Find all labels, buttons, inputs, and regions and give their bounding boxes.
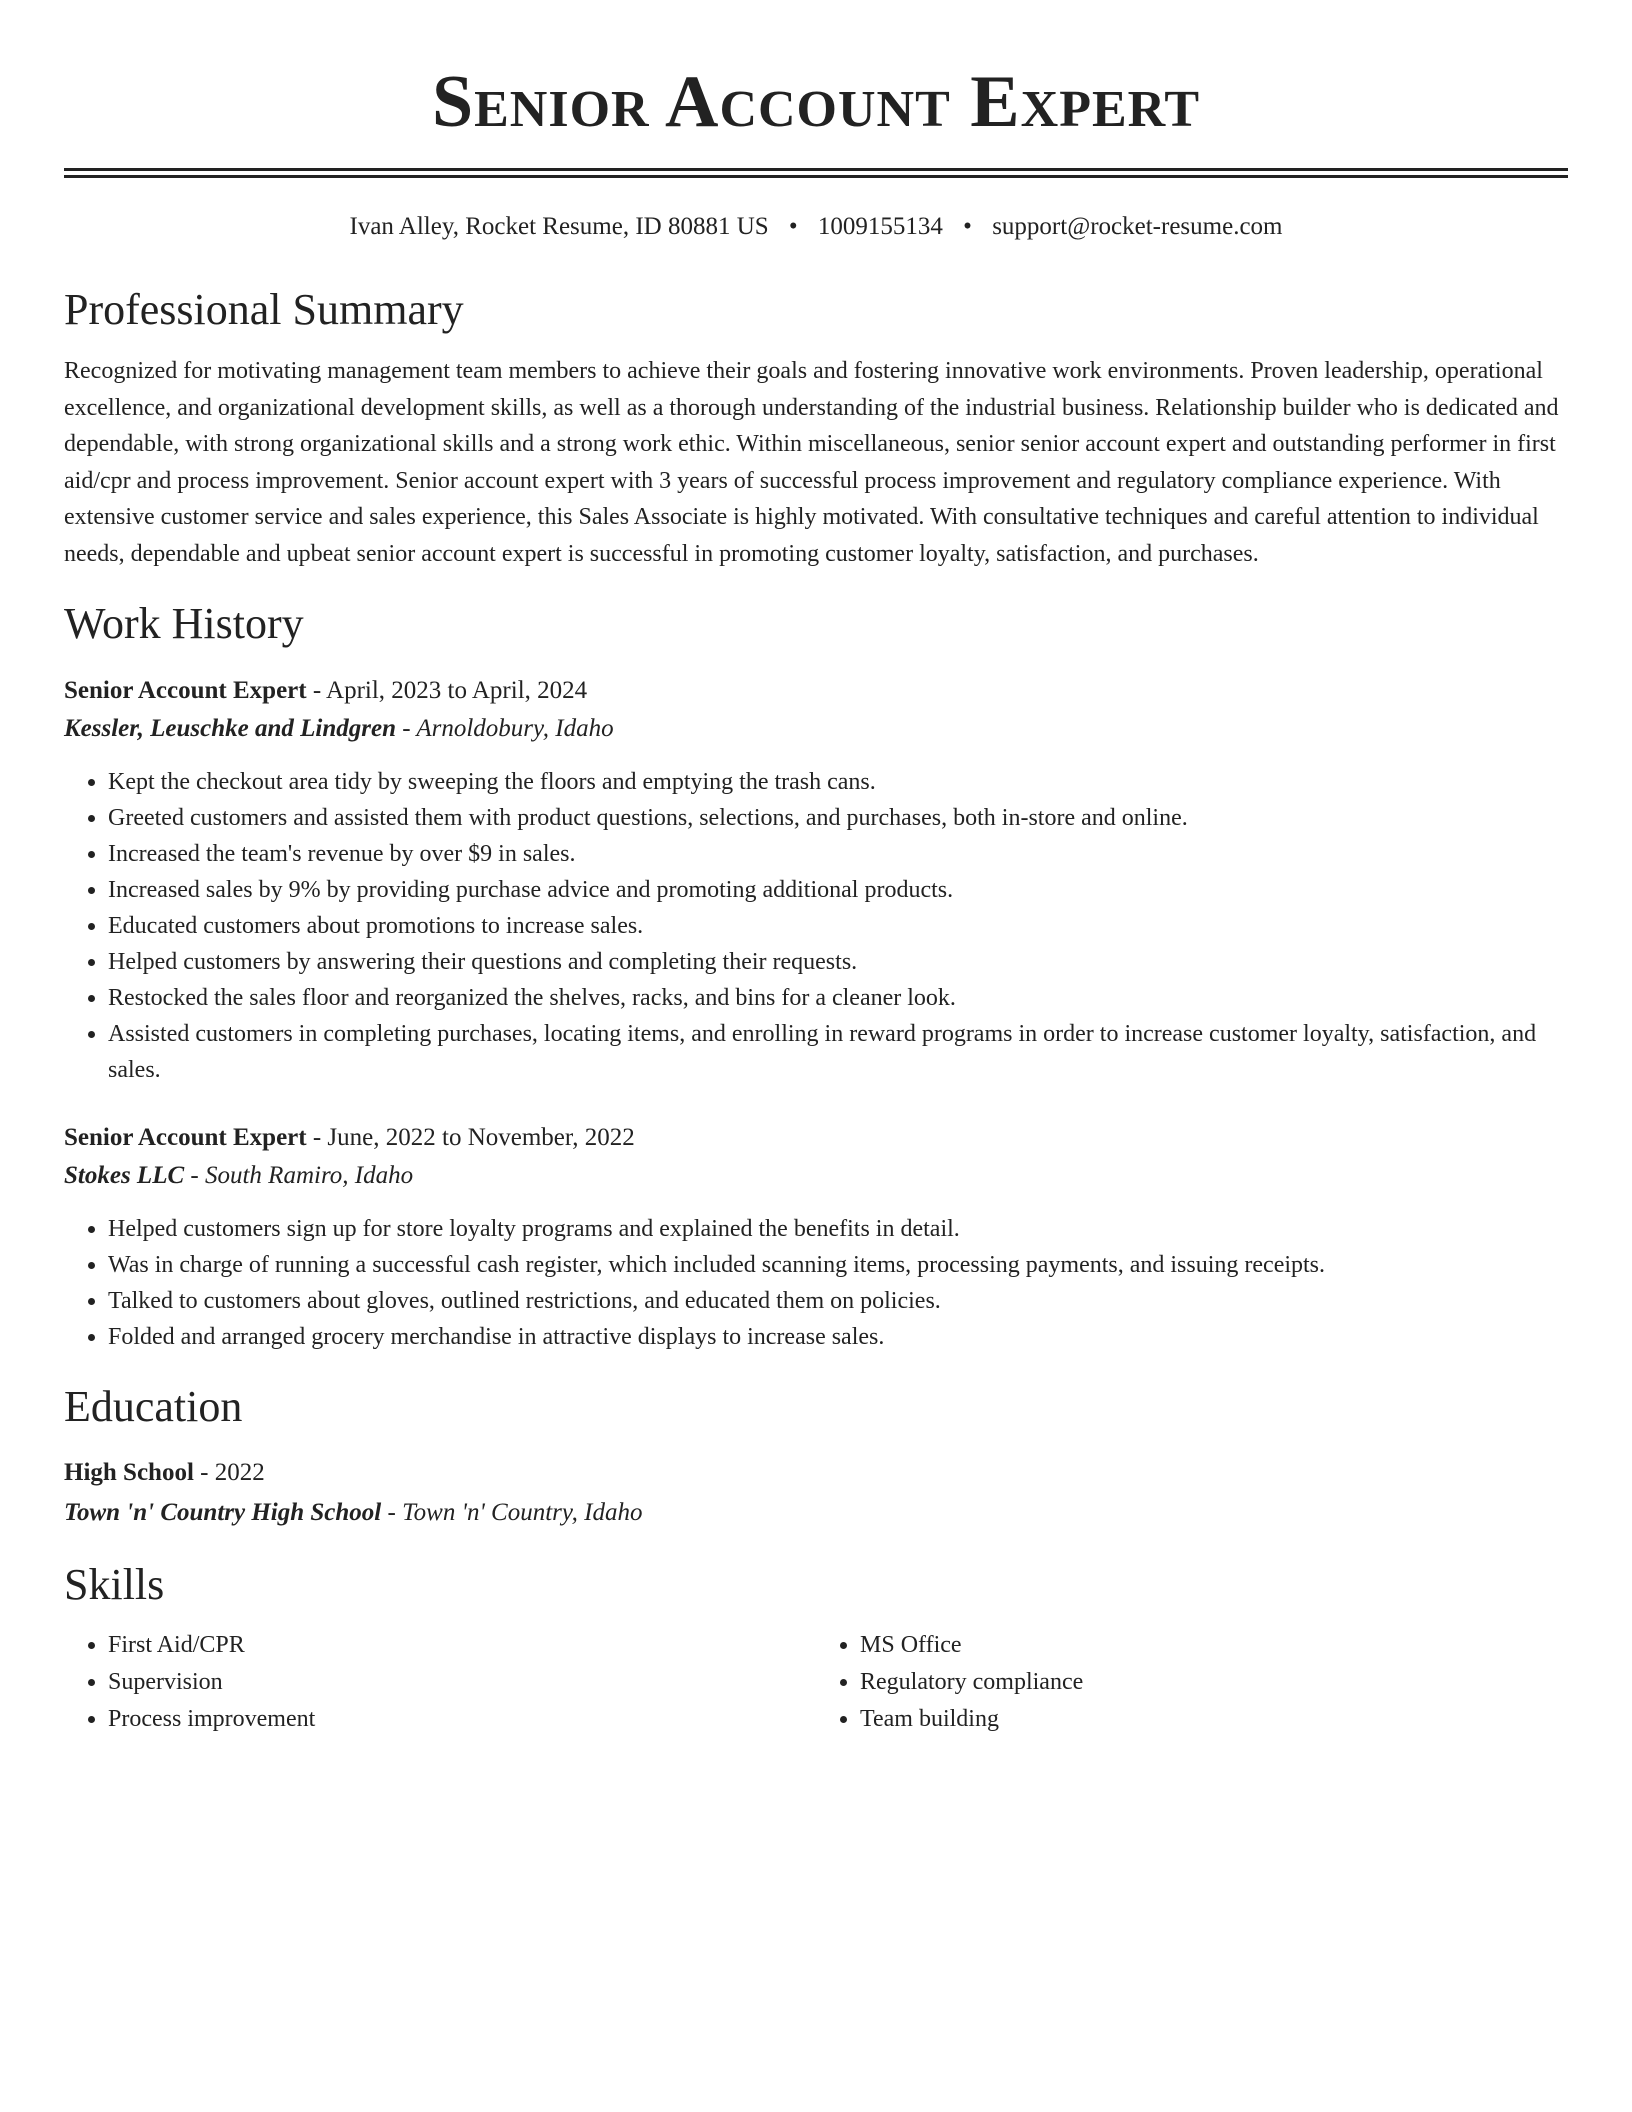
skills-heading: Skills (64, 1560, 165, 1609)
education-location: - Town 'n' Country, Idaho (381, 1499, 643, 1526)
job-entry (64, 1119, 1568, 1355)
job-company: Kessler, Leuschke and Lindgren (64, 715, 396, 742)
list-item: • Talked to customers about gloves, outlined restrictions, and educated them on policies. (108, 1283, 1568, 1319)
education-year: - 2022 (193, 1459, 265, 1486)
list-item: • Increased sales by 9% by providing purchase advice and promoting additional products. (108, 872, 1568, 908)
job-dates: - June, 2022 to November, 2022 (306, 1124, 635, 1151)
contact-email[interactable]: support@rocket-resume.com (992, 213, 1283, 240)
job-role: Senior Account Expert (64, 677, 307, 704)
contact-line (64, 212, 1568, 242)
job-bullets (64, 764, 1568, 1088)
job-company-line (64, 1157, 1568, 1195)
skill-item: • MS Office (860, 1627, 1568, 1664)
list-item: • Helped customers sign up for store loyalty programs and explained the benefits in detail. (108, 1211, 1568, 1247)
list-item: • Was in charge of running a successful cash register, which included scanning items, processing payments, and issuing receipts. (108, 1247, 1568, 1283)
list-item: • Educated customers about promotions to increase sales. (108, 908, 1568, 944)
education-school: Town 'n' Country High School (64, 1499, 382, 1526)
skills-grid (64, 1627, 1568, 1738)
education-heading: Education (64, 1382, 243, 1431)
job-dates: - April, 2023 to April, 2024 (306, 677, 588, 704)
list-item: • Folded and arranged grocery merchandise in attractive displays to increase sales. (108, 1319, 1568, 1355)
skill-item: • Team building (860, 1701, 1568, 1738)
list-item: • Kept the checkout area tidy by sweeping the floors and emptying the trash cans. (108, 764, 1568, 800)
job-entry (64, 672, 1568, 1088)
job-role: Senior Account Expert (64, 1124, 307, 1151)
education-school-line (64, 1493, 1568, 1533)
work-history-heading: Work History (64, 599, 304, 648)
education-degree: High School (64, 1459, 194, 1486)
job-title-line (64, 672, 1568, 710)
list-item: • Restocked the sales floor and reorganized the shelves, racks, and bins for a cleaner look. (108, 980, 1568, 1016)
list-item: • Helped customers by answering their questions and completing their requests. (108, 944, 1568, 980)
title-divider (64, 168, 1568, 178)
skills-column-right (816, 1627, 1568, 1738)
job-location: - South Ramiro, Idaho (184, 1162, 414, 1189)
skill-item: • First Aid/CPR (108, 1627, 816, 1664)
job-title-line (64, 1119, 1568, 1157)
list-item: • Assisted customers in completing purchases, locating items, and enrolling in reward programs in order to increase customer loyalty, satisfaction, and sales. (108, 1016, 1568, 1088)
contact-address: Ivan Alley, Rocket Resume, ID 80881 US (349, 213, 769, 240)
education-degree-line (64, 1453, 1568, 1493)
summary-text: Recognized for motivating management team members to achieve their goals and fostering innovative work environments. Proven leadership, operational excellence, and organizational development skills, as well as a thorough understanding of the industrial business. Relationship builder who is dedicated and dependable, with strong organizational skills and a strong work ethic. Within miscellaneous, senior senior account expert and outstanding performer in first aid/cpr and process improvement. Senior account expert with 3 years of successful process improvement and regulatory compliance experience. With extensive customer service and sales experience, this Sales Associate is highly motivated. With consultative techniques and careful attention to individual needs, dependable and upbeat senior account expert is successful in promoting customer loyalty, satisfaction, and purchases. (64, 358, 1559, 567)
contact-phone: 1009155134 (817, 213, 943, 240)
job-location: - Arnoldobury, Idaho (395, 715, 614, 742)
job-company-line (64, 710, 1568, 748)
contact-separator: • (963, 213, 972, 240)
list-item: • Increased the team's revenue by over $9 in sales. (108, 836, 1568, 872)
skills-column-left (64, 1627, 816, 1738)
job-bullets (64, 1211, 1568, 1355)
skill-item: • Supervision (108, 1664, 816, 1701)
list-item: • Greeted customers and assisted them with product questions, selections, and purchases, both in-store and online. (108, 800, 1568, 836)
skill-item: • Process improvement (108, 1701, 816, 1738)
contact-separator: • (788, 213, 798, 240)
job-company: Stokes LLC (64, 1162, 185, 1189)
summary-heading: Professional Summary (64, 285, 464, 334)
resume-title: Senior Account Expert (431, 61, 1201, 143)
skill-item: • Regulatory compliance (860, 1664, 1568, 1701)
